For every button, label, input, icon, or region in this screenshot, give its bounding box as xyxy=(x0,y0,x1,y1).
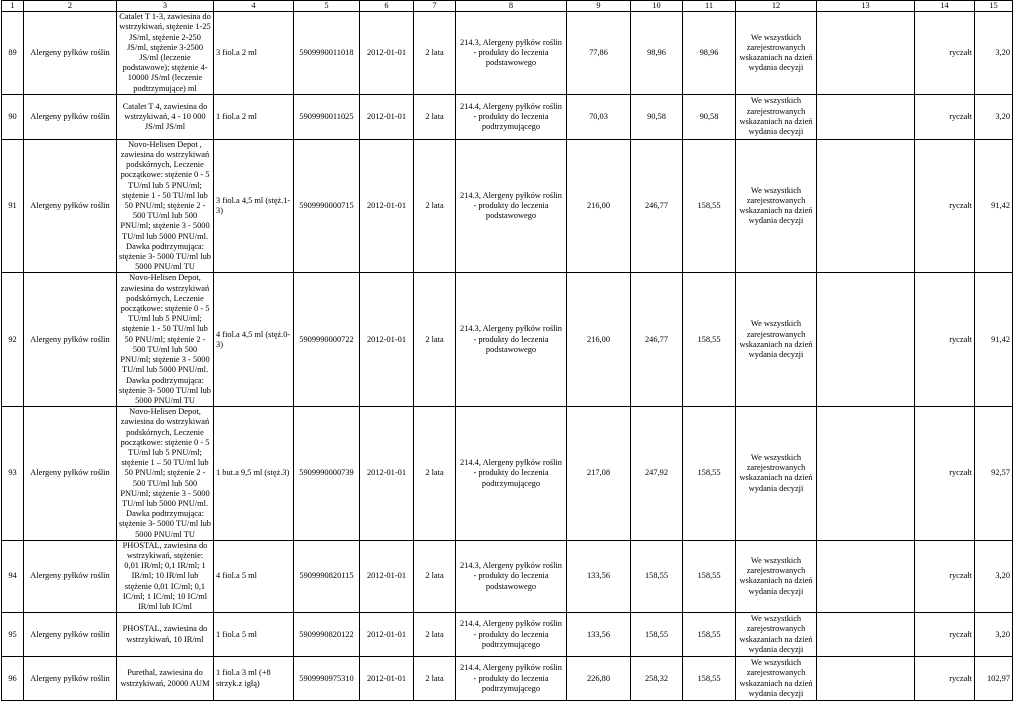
date-cell: 2012-01-01 xyxy=(360,139,414,273)
price-cell: 258,32 xyxy=(631,657,683,701)
payment-level-cell: ryczałt xyxy=(915,273,975,407)
table-row xyxy=(2,540,1013,612)
column-header: 9 xyxy=(567,1,631,12)
price-cell: 77,86 xyxy=(567,12,631,95)
indications-cell: We wszystkich zarejestrowanych wskazaniach na dzień wydania decyzji xyxy=(736,273,817,407)
price-cell: 226,80 xyxy=(567,657,631,701)
group-cell: Alergeny pyłków roślin xyxy=(24,139,117,273)
row-number: 94 xyxy=(2,540,24,612)
copay-cell: 3,20 xyxy=(975,540,1013,612)
price-cell: 158,55 xyxy=(683,657,736,701)
empty-cell xyxy=(817,540,915,612)
column-header: 5 xyxy=(294,1,360,12)
copay-cell: 3,20 xyxy=(975,94,1013,139)
empty-cell xyxy=(817,94,915,139)
ean-cell: 5909990000739 xyxy=(294,407,360,541)
indications-cell: We wszystkich zarejestrowanych wskazaniach na dzień wydania decyzji xyxy=(736,12,817,95)
payment-level-cell: ryczałt xyxy=(915,657,975,701)
table-row xyxy=(2,613,1013,657)
column-header: 2 xyxy=(24,1,117,12)
price-cell: 158,55 xyxy=(631,613,683,657)
description-cell: Novo-Helisen Depot, zawiesina do wstrzykiwań podskórnych, Leczenie początkowe: stężenie 0 - 5 TU/ml lub 5 PNU/ml; stężenie 1 - 50 TU/ml lub 50 PNU/ml; stężenie 2 - 500 TU/ml lub 500 PNU/ml; stężenie 3 - 5000 TU/ml lub 5000 PNU/ml. Dawka podtrzymująca: stężenie 3- 5000 TU/ml lub 5000 PNU/ml TU xyxy=(117,273,214,407)
ean-cell: 5909990011025 xyxy=(294,94,360,139)
column-header: 3 xyxy=(117,1,214,12)
group-cell: Alergeny pyłków roślin xyxy=(24,540,117,612)
column-header: 1 xyxy=(2,1,24,12)
price-cell: 133,56 xyxy=(567,613,631,657)
price-cell: 90,58 xyxy=(683,94,736,139)
period-cell: 2 lata xyxy=(414,139,456,273)
description-cell: PHOSTAL, zawiesina do wstrzykiwań, 10 IR/ml xyxy=(117,613,214,657)
table-row xyxy=(2,657,1013,701)
period-cell: 2 lata xyxy=(414,407,456,541)
copay-cell: 3,20 xyxy=(975,12,1013,95)
price-cell: 70,03 xyxy=(567,94,631,139)
price-cell: 98,96 xyxy=(683,12,736,95)
row-number: 96 xyxy=(2,657,24,701)
limit-group-cell: 214.3, Alergeny pyłków roślin - produkty do leczenia podstawowego xyxy=(456,12,567,95)
price-cell: 158,55 xyxy=(683,613,736,657)
package-cell: 1 fiol.a 2 ml xyxy=(214,94,294,139)
ean-cell: 5909990820122 xyxy=(294,613,360,657)
date-cell: 2012-01-01 xyxy=(360,540,414,612)
ean-cell: 5909990975310 xyxy=(294,657,360,701)
price-cell: 216,00 xyxy=(567,139,631,273)
empty-cell xyxy=(817,12,915,95)
indications-cell: We wszystkich zarejestrowanych wskazaniach na dzień wydania decyzji xyxy=(736,613,817,657)
price-cell: 216,00 xyxy=(567,273,631,407)
payment-level-cell: ryczałt xyxy=(915,139,975,273)
package-cell: 3 fiol.a 4,5 ml (stęż.1-3) xyxy=(214,139,294,273)
description-cell: Catalet T 1-3, zawiesina do wstrzykiwań, stężenie 1-25 JS/ml, stężenie 2-250 JS/ml, stężenie 3-2500 JS/ml (leczenie podstawowe); stężenie 4-10000 JS/ml (leczenie podtrzymujące) ml xyxy=(117,12,214,95)
table-row xyxy=(2,273,1013,407)
date-cell: 2012-01-01 xyxy=(360,94,414,139)
price-cell: 98,96 xyxy=(631,12,683,95)
indications-cell: We wszystkich zarejestrowanych wskazaniach na dzień wydania decyzji xyxy=(736,139,817,273)
table-row xyxy=(2,12,1013,95)
row-number: 95 xyxy=(2,613,24,657)
copay-cell: 92,57 xyxy=(975,407,1013,541)
indications-cell: We wszystkich zarejestrowanych wskazaniach na dzień wydania decyzji xyxy=(736,657,817,701)
column-header: 7 xyxy=(414,1,456,12)
payment-level-cell: ryczałt xyxy=(915,94,975,139)
price-cell: 133,56 xyxy=(567,540,631,612)
column-header: 13 xyxy=(817,1,915,12)
package-cell: 1 fiol.a 5 ml xyxy=(214,613,294,657)
empty-cell xyxy=(817,407,915,541)
row-number: 92 xyxy=(2,273,24,407)
column-header: 10 xyxy=(631,1,683,12)
period-cell: 2 lata xyxy=(414,94,456,139)
column-header: 15 xyxy=(975,1,1013,12)
price-cell: 158,55 xyxy=(631,540,683,612)
date-cell: 2012-01-01 xyxy=(360,657,414,701)
description-cell: PHOSTAL, zawiesina do wstrzykiwań, stężenie: 0,01 IR/ml; 0,1 IR/ml; 1 IR/ml; 10 IR/ml lub stężenie 0,01 IC/ml; 0,1 IC/ml; 1 IC/ml; 10 IC/ml IR/ml lub IC/ml xyxy=(117,540,214,612)
package-cell: 3 fiol.a 2 ml xyxy=(214,12,294,95)
payment-level-cell: ryczałt xyxy=(915,613,975,657)
column-header: 8 xyxy=(456,1,567,12)
row-number: 93 xyxy=(2,407,24,541)
group-cell: Alergeny pyłków roślin xyxy=(24,657,117,701)
copay-cell: 91,42 xyxy=(975,139,1013,273)
reimbursement-table xyxy=(1,0,1013,701)
column-number-row xyxy=(2,1,1013,12)
column-header: 6 xyxy=(360,1,414,12)
group-cell: Alergeny pyłków roślin xyxy=(24,407,117,541)
column-header: 4 xyxy=(214,1,294,12)
payment-level-cell: ryczałt xyxy=(915,12,975,95)
ean-cell: 5909990011018 xyxy=(294,12,360,95)
date-cell: 2012-01-01 xyxy=(360,273,414,407)
price-cell: 158,55 xyxy=(683,407,736,541)
limit-group-cell: 214.4, Alergeny pyłków roślin - produkty do leczenia podtrzymującego xyxy=(456,407,567,541)
copay-cell: 91,42 xyxy=(975,273,1013,407)
description-cell: Purethal, zawiesina do wstrzykiwań, 20000 AUM xyxy=(117,657,214,701)
row-number: 91 xyxy=(2,139,24,273)
limit-group-cell: 214.4, Alergeny pyłków roślin - produkty do leczenia podtrzymującego xyxy=(456,94,567,139)
payment-level-cell: ryczałt xyxy=(915,407,975,541)
row-number: 90 xyxy=(2,94,24,139)
package-cell: 1 fiol.a 3 ml (+8 strzyk.z igłą) xyxy=(214,657,294,701)
column-header: 12 xyxy=(736,1,817,12)
period-cell: 2 lata xyxy=(414,273,456,407)
package-cell: 4 fiol.a 5 ml xyxy=(214,540,294,612)
payment-level-cell: ryczałt xyxy=(915,540,975,612)
period-cell: 2 lata xyxy=(414,657,456,701)
date-cell: 2012-01-01 xyxy=(360,12,414,95)
description-cell: Novo-Helisen Depot, zawiesina do wstrzykiwań podskórnych, Leczenie początkowe: stężenie 0 - 5 TU/ml lub 5 PNU/ml; stężenie 1 – 50 TU/ml lub 50 PNU/ml; stężenie 2 - 500 TU/ml lub 500 PNU/ml; stężenie 3 - 5000 TU/ml lub 5000 PNU/ml. Dawka podtrzymująca: stężenie 3- 5000 TU/ml lub 5000 PNU/ml TU xyxy=(117,407,214,541)
period-cell: 2 lata xyxy=(414,540,456,612)
indications-cell: We wszystkich zarejestrowanych wskazaniach na dzień wydania decyzji xyxy=(736,540,817,612)
price-cell: 90,58 xyxy=(631,94,683,139)
description-cell: Novo-Helisen Depot , zawiesina do wstrzykiwań podskórnych, Leczenie początkowe: stężenie 0 - 5 TU/ml lub 5 PNU/ml; stężenie 1 - 50 TU/ml lub 50 PNU/ml; stężenie 2 - 500 TU/ml lub 500 PNU/ml; stężenie 3 - 5000 TU/ml lub 5000 PNU/ml. Dawka podtrzymująca: stężenie 3- 5000 TU/ml lub 5000 PNU/ml TU xyxy=(117,139,214,273)
package-cell: 4 fiol.a 4,5 ml (stęż.0-3) xyxy=(214,273,294,407)
limit-group-cell: 214.4, Alergeny pyłków roślin - produkty do leczenia podtrzymującego xyxy=(456,613,567,657)
limit-group-cell: 214.4, Alergeny pyłków roślin - produkty do leczenia podtrzymującego xyxy=(456,657,567,701)
price-cell: 158,55 xyxy=(683,273,736,407)
price-cell: 158,55 xyxy=(683,540,736,612)
limit-group-cell: 214.3, Alergeny pyłków roślin - produkty do leczenia podstawowego xyxy=(456,273,567,407)
empty-cell xyxy=(817,657,915,701)
ean-cell: 5909990000715 xyxy=(294,139,360,273)
group-cell: Alergeny pyłków roślin xyxy=(24,94,117,139)
empty-cell xyxy=(817,613,915,657)
group-cell: Alergeny pyłków roślin xyxy=(24,613,117,657)
table-row xyxy=(2,139,1013,273)
price-cell: 247,92 xyxy=(631,407,683,541)
price-cell: 246,77 xyxy=(631,139,683,273)
column-header: 11 xyxy=(683,1,736,12)
table-row xyxy=(2,94,1013,139)
date-cell: 2012-01-01 xyxy=(360,613,414,657)
price-cell: 217,08 xyxy=(567,407,631,541)
package-cell: 1 but.a 9,5 ml (stęż.3) xyxy=(214,407,294,541)
limit-group-cell: 214.3, Alergeny pyłków roślin - produkty do leczenia podstawowego xyxy=(456,139,567,273)
indications-cell: We wszystkich zarejestrowanych wskazaniach na dzień wydania decyzji xyxy=(736,94,817,139)
column-header: 14 xyxy=(915,1,975,12)
row-number: 89 xyxy=(2,12,24,95)
period-cell: 2 lata xyxy=(414,12,456,95)
copay-cell: 3,20 xyxy=(975,613,1013,657)
price-cell: 246,77 xyxy=(631,273,683,407)
empty-cell xyxy=(817,139,915,273)
group-cell: Alergeny pyłków roślin xyxy=(24,12,117,95)
description-cell: Catalet T 4, zawiesina do wstrzykiwań, 4 - 10 000 JS/ml JS/ml xyxy=(117,94,214,139)
limit-group-cell: 214.3, Alergeny pyłków roślin - produkty do leczenia podstawowego xyxy=(456,540,567,612)
price-cell: 158,55 xyxy=(683,139,736,273)
date-cell: 2012-01-01 xyxy=(360,407,414,541)
table-row xyxy=(2,407,1013,541)
copay-cell: 102,97 xyxy=(975,657,1013,701)
ean-cell: 5909990820115 xyxy=(294,540,360,612)
period-cell: 2 lata xyxy=(414,613,456,657)
ean-cell: 5909990000722 xyxy=(294,273,360,407)
indications-cell: We wszystkich zarejestrowanych wskazaniach na dzień wydania decyzji xyxy=(736,407,817,541)
group-cell: Alergeny pyłków roślin xyxy=(24,273,117,407)
empty-cell xyxy=(817,273,915,407)
